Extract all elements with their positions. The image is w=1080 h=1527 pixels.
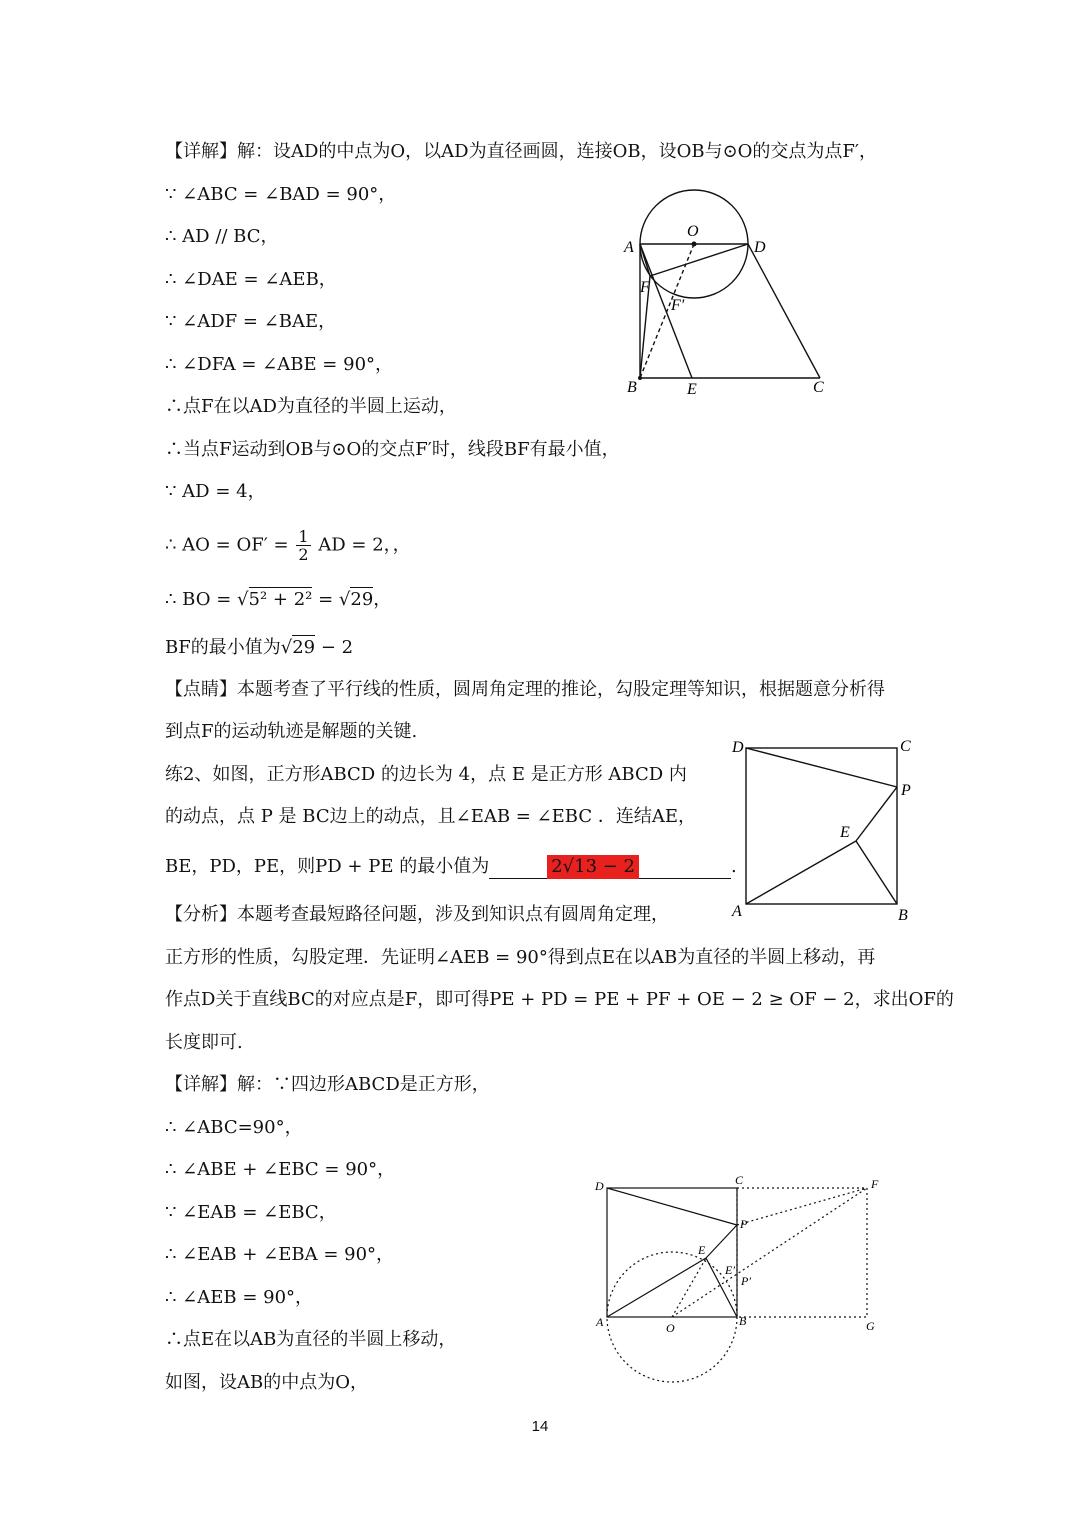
question-line (165, 855, 737, 879)
segment-dp (746, 748, 897, 787)
segment-ae (607, 1258, 706, 1317)
label-f: F (871, 1177, 879, 1191)
fraction-numerator: 1 (298, 527, 309, 546)
formula-text: AD = 2，， (318, 534, 411, 556)
answer-highlight: 2√13 − 2 (547, 855, 639, 879)
text-line: 的动点，点 P 是 BC边上的动点，且∠EAB = ∠EBC ．连结AE， (165, 806, 696, 827)
label-e-prime: E′ (725, 1263, 735, 1277)
dashed-square-bcfg (737, 1188, 867, 1317)
text-line: ∴点E在以AB为直径的半圆上移动， (165, 1329, 457, 1350)
page-number: 14 (531, 1418, 549, 1435)
label-d: D (732, 739, 744, 756)
square-abcd (746, 748, 897, 904)
text-line: ∵ ∠ABC = ∠BAD = 90°， (165, 184, 397, 205)
text-line: 【详解】解：设AD的中点为O，以AD为直径画圆，连接OB，设OB与⊙O的交点为点F′， (165, 141, 877, 162)
formula-text: − 2 (315, 637, 354, 658)
text-line: ∴ ∠DFA = ∠ABE = 90°， (165, 354, 394, 375)
label-g: G (866, 1319, 875, 1333)
segment-dp (607, 1188, 737, 1225)
point-b (638, 376, 642, 380)
text-line: ∴ ∠AEB = 90°， (165, 1287, 314, 1308)
exercise-title: 练2、如图，正方形ABCD 的边长为 4，点 E 是正方形 ABCD 内 (165, 764, 687, 785)
formula-text: BF的最小值为√ (165, 637, 293, 658)
label-a: A (596, 1315, 604, 1329)
label-p: P (740, 1217, 748, 1231)
label-f: F (640, 279, 650, 296)
answer-blank-left (489, 878, 547, 879)
text-line: ∴点F在以AD为直径的半圆上运动， (165, 396, 457, 417)
label-e: E (687, 381, 697, 398)
segment-ep (706, 1225, 737, 1258)
formula-text: = √ (312, 589, 351, 610)
label-b: B (739, 1314, 747, 1328)
text-line: ∴ ∠ABC=90°， (165, 1117, 303, 1138)
label-d: D (754, 239, 766, 256)
text-line: 长度即可. (165, 1032, 243, 1053)
segment-ep (856, 787, 897, 841)
segment-eb (856, 841, 897, 904)
radicand: 29 (292, 637, 316, 658)
formula-line (165, 528, 411, 563)
label-p: P (901, 782, 911, 799)
text-line: ∴当点F运动到OB与⊙O的交点F′时，线段BF有最小值， (165, 439, 620, 460)
geometry-figure-2 (725, 735, 925, 925)
label-f-prime: F′ (671, 297, 685, 314)
text-line: ∵ ∠ADF = ∠BAE， (165, 311, 337, 332)
text-line: 【分析】本题考查最短路径问题，涉及到知识点有圆周角定理， (165, 904, 669, 925)
label-o: O (687, 223, 699, 240)
label-b: B (627, 379, 637, 396)
radicand: 5² + 2² (248, 589, 313, 610)
text-line: ∴ ∠EAB + ∠EBA = 90°， (165, 1244, 395, 1265)
text-line: ∴ ∠ABE + ∠EBC = 90°， (165, 1159, 396, 1180)
point-o (692, 242, 697, 247)
formula-text: ∴ BO = √ (165, 589, 249, 610)
radicand: 29 (350, 589, 374, 610)
segment-df (650, 244, 748, 276)
question-text: . (731, 856, 737, 877)
fraction-denominator: 2 (298, 545, 309, 564)
text-line: 【详解】解：∵四边形ABCD是正方形， (165, 1074, 490, 1095)
text-line: 【点睛】本题考查了平行线的性质，圆周角定理的推论，勾股定理等知识，根据题意分析得 (165, 679, 885, 700)
label-o: O (666, 1321, 675, 1335)
geometry-figure-1 (600, 180, 850, 405)
label-e: E (698, 1243, 706, 1257)
formula-text: ， (373, 589, 392, 610)
label-a: A (732, 903, 742, 920)
label-c: C (735, 1173, 744, 1187)
text-line: ∴ AD // BC， (165, 226, 279, 247)
text-line: 到点F的运动轨迹是解题的关键. (165, 721, 418, 742)
label-a: A (624, 239, 634, 256)
formula-text: ∴ AO = OF′ = (165, 534, 289, 556)
formula-line (165, 636, 353, 660)
segment-ae (746, 841, 856, 904)
label-c: C (813, 379, 824, 396)
text-line: 正方形的性质，勾股定理．先证明∠AEB = 90°得到点E在以AB为直径的半圆上移动，再 (165, 947, 876, 968)
answer-blank-right (639, 878, 731, 879)
text-line: 作点D关于直线BC的对应点是F，即可得PE + PD = PE + PF + OE − 2 ≥ OF − 2，求出OF的 (165, 989, 954, 1010)
segment-pf-dashed (737, 1188, 867, 1225)
label-p-prime: P′ (741, 1274, 751, 1288)
segment-af (640, 244, 650, 276)
text-line: ∵ ∠EAB = ∠EBC， (165, 1202, 337, 1223)
formula-line (165, 588, 391, 612)
segment-dc (748, 244, 820, 378)
text-line: 如图，设AB的中点为O， (165, 1372, 368, 1393)
text-line: ∴ ∠DAE = ∠AEB， (165, 269, 337, 290)
fraction (296, 528, 310, 563)
label-e: E (840, 824, 850, 841)
label-c: C (900, 738, 911, 755)
text-line: ∵ AD = 4， (165, 481, 266, 502)
label-d: D (595, 1179, 604, 1193)
geometry-figure-3 (585, 1170, 895, 1390)
question-text: BE，PD，PE，则PD + PE 的最小值为 (165, 856, 490, 877)
segment-oe-dashed (672, 1258, 706, 1317)
label-b: B (898, 907, 908, 924)
